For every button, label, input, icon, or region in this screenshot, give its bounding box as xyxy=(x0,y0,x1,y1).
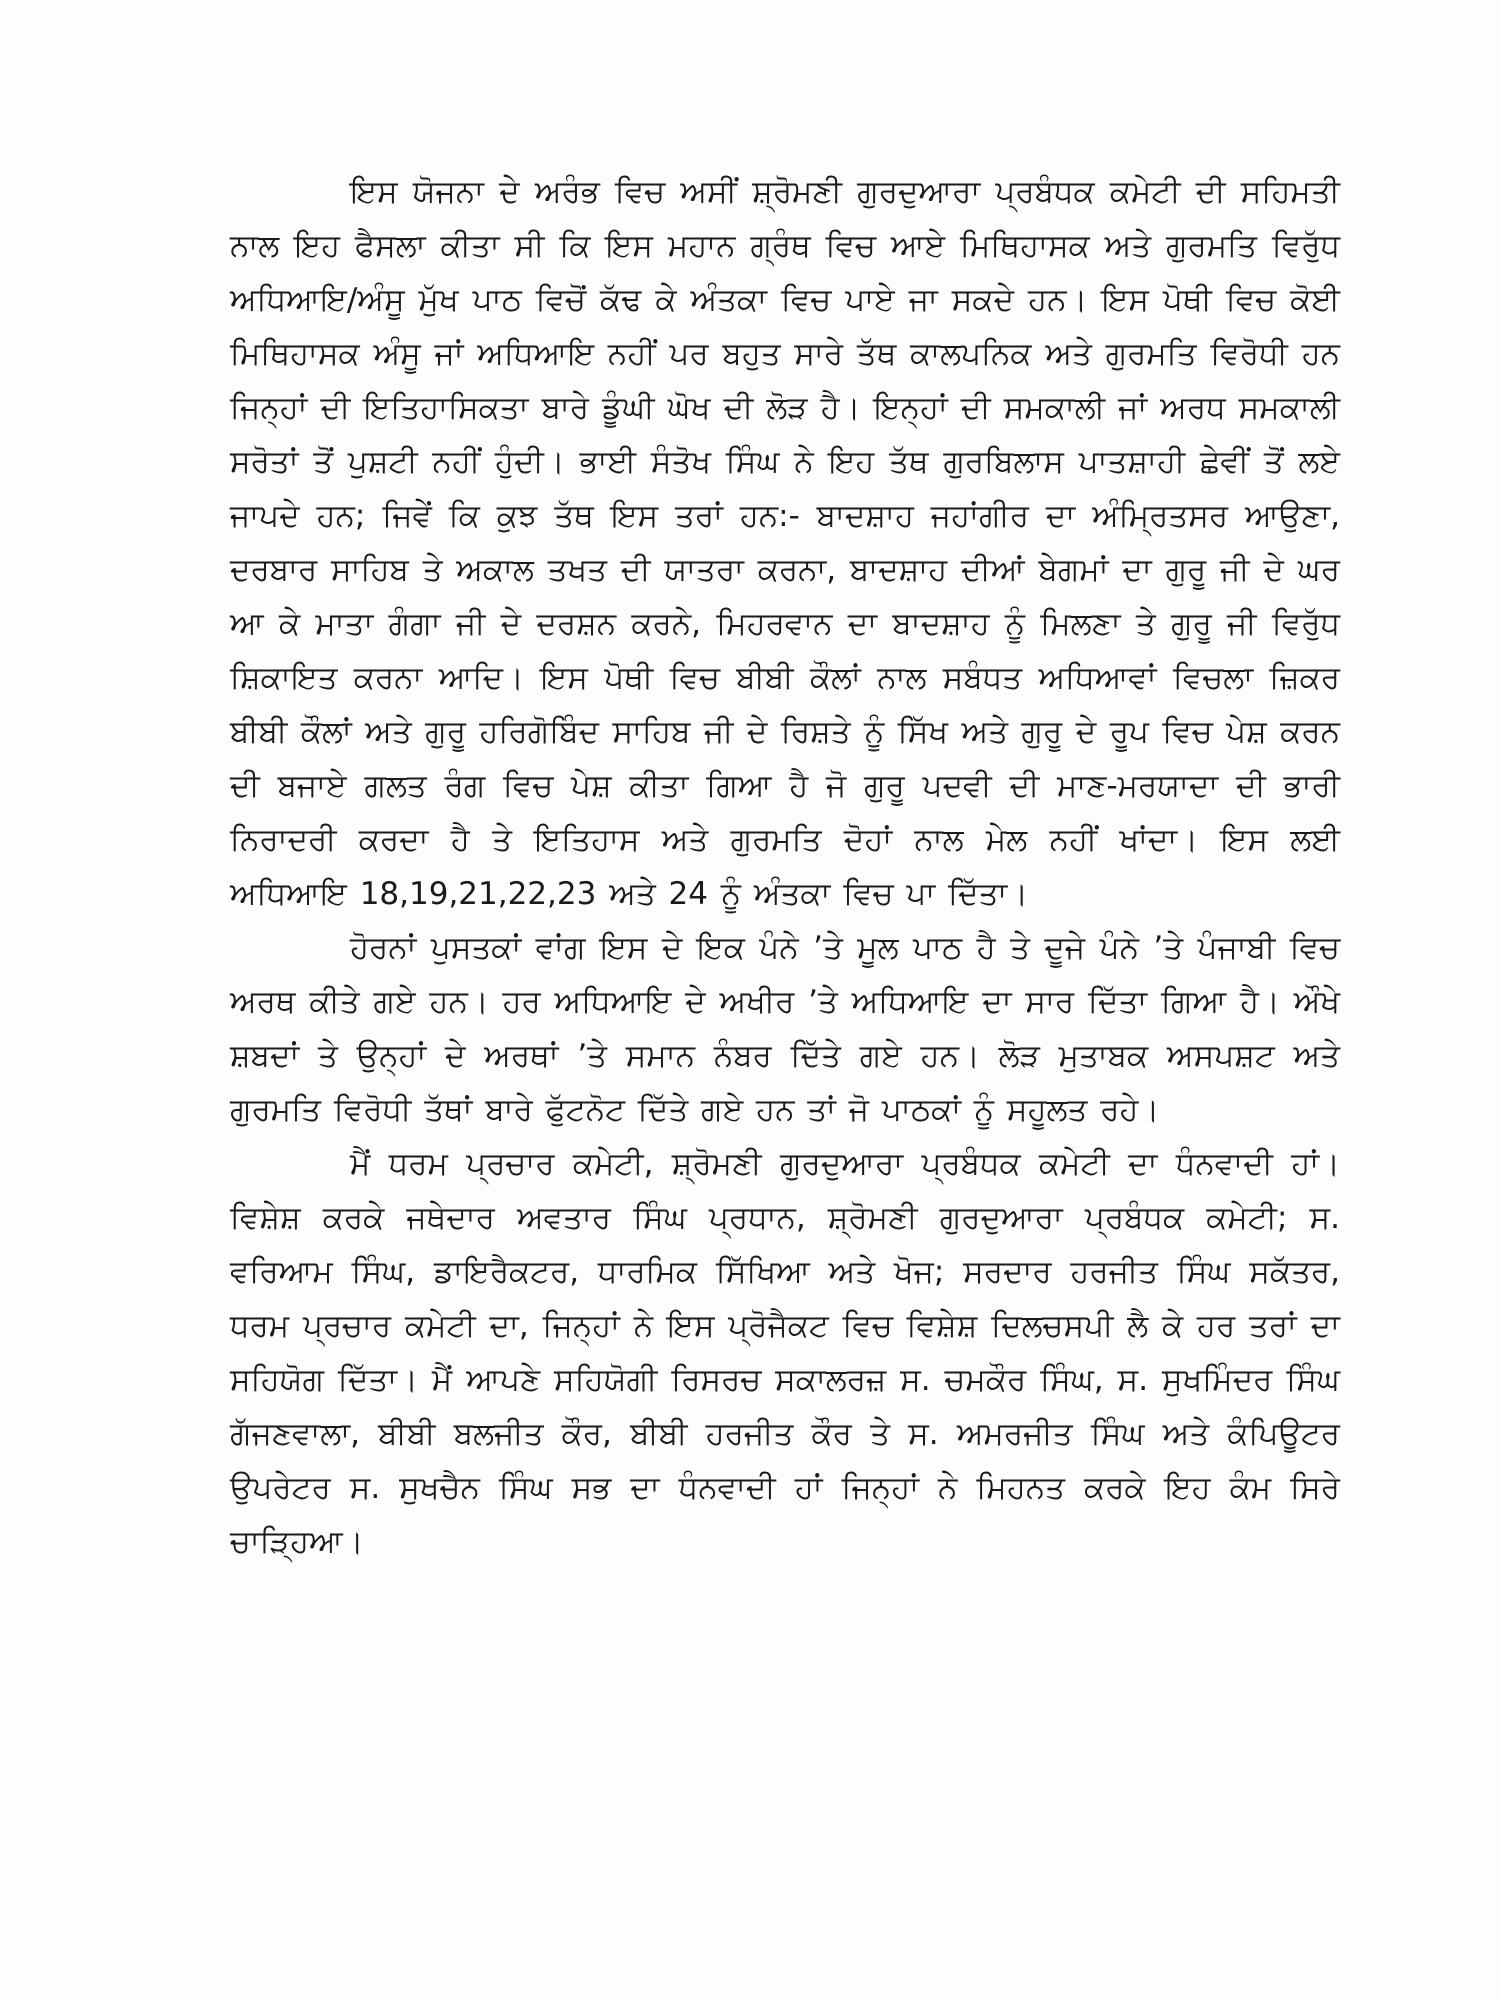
paragraph-acknowledgements: ਮੈਂ ਧਰਮ ਪ੍ਰਚਾਰ ਕਮੇਟੀ, ਸ਼੍ਰੋਮਣੀ ਗੁਰਦੁਆਰਾ ਪ੍ਰਬੰਧਕ ਕਮੇਟੀ ਦਾ ਧੰਨਵਾਦੀ ਹਾਂ। ਵਿਸ਼ੇਸ਼ ਕਰਕੇ ਜਥੇਦਾਰ ਅਵਤਾਰ ਸਿੰਘ ਪ੍ਰਧਾਨ, ਸ਼੍ਰੋਮਣੀ ਗੁਰਦੁਆਰਾ ਪ੍ਰਬੰਧਕ ਕਮੇਟੀ; ਸ. ਵਰਿਆਮ ਸਿੰਘ, ਡਾਇਰੈਕਟਰ, ਧਾਰਮਿਕ ਸਿੱਖਿਆ ਅਤੇ ਖੋਜ; ਸਰਦਾਰ ਹਰਜੀਤ ਸਿੰਘ ਸਕੱਤਰ, ਧਰਮ ਪ੍ਰਚਾਰ ਕਮੇਟੀ ਦਾ, ਜਿਨ੍ਹਾਂ ਨੇ ਇਸ ਪ੍ਰੋਜੈਕਟ ਵਿਚ ਵਿਸ਼ੇਸ਼ ਦਿਲਚਸਪੀ ਲੈ ਕੇ ਹਰ ਤਰਾਂ ਦਾ ਸਹਿਯੋਗ ਦਿੱਤਾ। ਮੈਂ ਆਪਣੇ ਸਹਿਯੋਗੀ ਰਿਸਰਚ ਸਕਾਲਰਜ਼ ਸ. ਚਮਕੌਰ ਸਿੰਘ, ਸ. ਸੁਖਮਿੰਦਰ ਸਿੰਘ ਗੱਜਣਵਾਲਾ, ਬੀਬੀ ਬਲਜੀਤ ਕੌਰ, ਬੀਬੀ ਹਰਜੀਤ ਕੌਰ ਤੇ ਸ. ਅਮਰਜੀਤ ਸਿੰਘ ਅਤੇ ਕੰਪਿਊਟਰ ਉਪਰੇਟਰ ਸ. ਸੁਖਚੈਨ ਸਿੰਘ ਸਭ ਦਾ ਧੰਨਵਾਦੀ ਹਾਂ ਜਿਨ੍ਹਾਂ ਨੇ ਮਿਹਨਤ ਕਰਕੇ ਇਹ ਕੰਮ ਸਿਰੇ ਚਾੜ੍ਹਿਆ। xyxy=(230,1146,1340,1560)
body-text xyxy=(230,165,1340,1569)
paragraph-format: ਹੋਰਨਾਂ ਪੁਸਤਕਾਂ ਵਾਂਗ ਇਸ ਦੇ ਇਕ ਪੰਨੇ ’ਤੇ ਮੂਲ ਪਾਠ ਹੈ ਤੇ ਦੂਜੇ ਪੰਨੇ ’ਤੇ ਪੰਜਾਬੀ ਵਿਚ ਅਰਥ ਕੀਤੇ ਗਏ ਹਨ। ਹਰ ਅਧਿਆਇ ਦੇ ਅਖੀਰ ’ਤੇ ਅਧਿਆਇ ਦਾ ਸਾਰ ਦਿੱਤਾ ਗਿਆ ਹੈ। ਔਖੇ ਸ਼ਬਦਾਂ ਤੇ ਉਨ੍ਹਾਂ ਦੇ ਅਰਥਾਂ ’ਤੇ ਸਮਾਨ ਨੰਬਰ ਦਿੱਤੇ ਗਏ ਹਨ। ਲੋੜ ਮੁਤਾਬਕ ਅਸਪਸ਼ਟ ਅਤੇ ਗੁਰਮਤਿ ਵਿਰੋਧੀ ਤੱਥਾਂ ਬਾਰੇ ਫੁੱਟਨੋਟ ਦਿੱਤੇ ਗਏ ਹਨ ਤਾਂ ਜੋ ਪਾਠਕਾਂ ਨੂੰ ਸਹੂਲਤ ਰਹੇ। xyxy=(230,930,1340,1128)
paragraph-intro: ਇਸ ਯੋਜਨਾ ਦੇ ਅਰੰਭ ਵਿਚ ਅਸੀਂ ਸ਼੍ਰੋਮਣੀ ਗੁਰਦੁਆਰਾ ਪ੍ਰਬੰਧਕ ਕਮੇਟੀ ਦੀ ਸਹਿਮਤੀ ਨਾਲ ਇਹ ਫੈਸਲਾ ਕੀਤਾ ਸੀ ਕਿ ਇਸ ਮਹਾਨ ਗ੍ਰੰਥ ਵਿਚ ਆਏ ਮਿਥਿਹਾਸਕ ਅਤੇ ਗੁਰਮਤਿ ਵਿਰੁੱਧ ਅਧਿਆਇ/ਅੰਸੂ ਮੁੱਖ ਪਾਠ ਵਿਚੋਂ ਕੱਢ ਕੇ ਅੰਤਕਾ ਵਿਚ ਪਾਏ ਜਾ ਸਕਦੇ ਹਨ। ਇਸ ਪੋਥੀ ਵਿਚ ਕੋਈ ਮਿਥਿਹਾਸਕ ਅੰਸੂ ਜਾਂ ਅਧਿਆਇ ਨਹੀਂ ਪਰ ਬਹੁਤ ਸਾਰੇ ਤੱਥ ਕਾਲਪਨਿਕ ਅਤੇ ਗੁਰਮਤਿ ਵਿਰੋਧੀ ਹਨ ਜਿਨ੍ਹਾਂ ਦੀ ਇਤਿਹਾਸਿਕਤਾ ਬਾਰੇ ਡੂੰਘੀ ਘੋਖ ਦੀ ਲੋੜ ਹੈ। ਇਨ੍ਹਾਂ ਦੀ ਸਮਕਾਲੀ ਜਾਂ ਅਰਧ ਸਮਕਾਲੀ ਸਰੋਤਾਂ ਤੋਂ ਪੁਸ਼ਟੀ ਨਹੀਂ ਹੁੰਦੀ। ਭਾਈ ਸੰਤੋਖ ਸਿੰਘ ਨੇ ਇਹ ਤੱਥ ਗੁਰਬਿਲਾਸ ਪਾਤਸ਼ਾਹੀ ਛੇਵੀਂ ਤੋਂ ਲਏ ਜਾਪਦੇ ਹਨ; ਜਿਵੇਂ ਕਿ ਕੁਝ ਤੱਥ ਇਸ ਤਰਾਂ ਹਨ:- ਬਾਦਸ਼ਾਹ ਜਹਾਂਗੀਰ ਦਾ ਅੰਮ੍ਰਿਤਸਰ ਆਉਣਾ, ਦਰਬਾਰ ਸਾਹਿਬ ਤੇ ਅਕਾਲ ਤਖਤ ਦੀ ਯਾਤਰਾ ਕਰਨਾ, ਬਾਦਸ਼ਾਹ ਦੀਆਂ ਬੇਗਮਾਂ ਦਾ ਗੁਰੂ ਜੀ ਦੇ ਘਰ ਆ ਕੇ ਮਾਤਾ ਗੰਗਾ ਜੀ ਦੇ ਦਰਸ਼ਨ ਕਰਨੇ, ਮਿਹਰਵਾਨ ਦਾ ਬਾਦਸ਼ਾਹ ਨੂੰ ਮਿਲਣਾ ਤੇ ਗੁਰੂ ਜੀ ਵਿਰੁੱਧ ਸ਼ਿਕਾਇਤ ਕਰਨਾ ਆਦਿ। ਇਸ ਪੋਥੀ ਵਿਚ ਬੀਬੀ ਕੌਲਾਂ ਨਾਲ ਸਬੰਧਤ ਅਧਿਆਵਾਂ ਵਿਚਲਾ ਜ਼ਿਕਰ ਬੀਬੀ ਕੌਲਾਂ ਅਤੇ ਗੁਰੂ ਹਰਿਗੋਬਿੰਦ ਸਾਹਿਬ ਜੀ ਦੇ ਰਿਸ਼ਤੇ ਨੂੰ ਸਿੱਖ ਅਤੇ ਗੁਰੂ ਦੇ ਰੂਪ ਵਿਚ ਪੇਸ਼ ਕਰਨ ਦੀ ਬਜਾਏ ਗਲਤ ਰੰਗ ਵਿਚ ਪੇਸ਼ ਕੀਤਾ ਗਿਆ ਹੈ ਜੋ ਗੁਰੂ ਪਦਵੀ ਦੀ ਮਾਣ-ਮਰਯਾਦਾ ਦੀ ਭਾਰੀ ਨਿਰਾਦਰੀ ਕਰਦਾ ਹੈ ਤੇ ਇਤਿਹਾਸ ਅਤੇ ਗੁਰਮਤਿ ਦੋਹਾਂ ਨਾਲ ਮੇਲ ਨਹੀਂ ਖਾਂਦਾ। ਇਸ ਲਈ ਅਧਿਆਇ 18,19,21,22,23 ਅਤੇ 24 ਨੂੰ ਅੰਤਕਾ ਵਿਚ ਪਾ ਦਿੱਤਾ। xyxy=(230,174,1340,912)
